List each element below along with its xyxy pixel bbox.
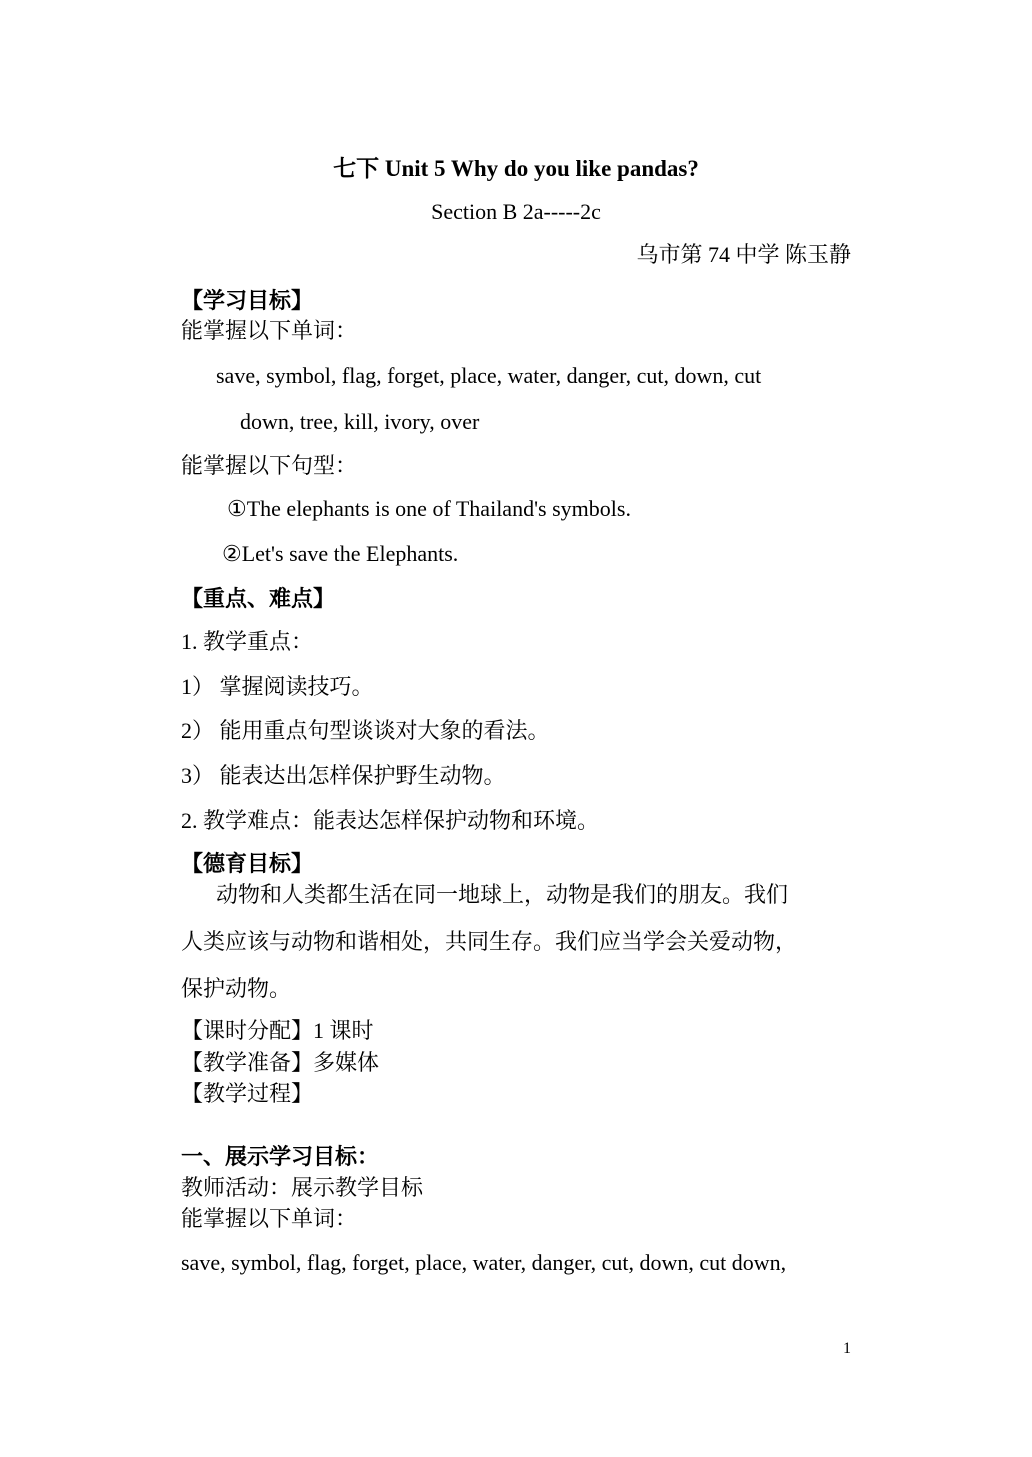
author-line: 乌市第 74 中学 陈玉静 — [636, 242, 851, 267]
sentence-intro: 能掌握以下句型： — [181, 453, 358, 478]
moral-line-2: 人类应该与动物和谐相处，共同生存。我们应当学会关爱动物， — [181, 929, 798, 954]
teaching-prep: 【教学准备】多媒体 — [181, 1050, 380, 1075]
moral-heading: 【德育目标】 — [181, 851, 314, 876]
section-1-heading: 一、展示学习目标： — [181, 1144, 380, 1169]
teaching-process: 【教学过程】 — [181, 1081, 314, 1106]
page-number: 1 — [843, 1340, 851, 1357]
time-allocation: 【课时分配】1 课时 — [181, 1018, 374, 1043]
key-point-item-1: 1. 教学重点： — [181, 629, 314, 654]
objectives-heading: 【学习目标】 — [181, 288, 314, 313]
moral-line-3: 保护动物。 — [181, 976, 292, 1001]
moral-line-1: 动物和人类都生活在同一地球上，动物是我们的朋友。我们 — [216, 882, 789, 907]
key-point-sub-2: 2） 能用重点句型谈谈对大象的看法。 — [181, 718, 550, 743]
sentence-1: ①The elephants is one of Thailand's symbols. — [227, 496, 631, 521]
key-point-sub-1: 1） 掌握阅读技巧。 — [181, 674, 374, 699]
section-1-vocab-line: save, symbol, flag, forget, place, water, danger, cut, down, cut down, — [181, 1250, 787, 1275]
key-point-item-2: 2. 教学难点：能表达怎样保护动物和环境。 — [181, 808, 600, 833]
sentence-2: ②Let's save the Elephants. — [222, 541, 459, 566]
document-subtitle: Section B 2a-----2c — [431, 199, 601, 224]
key-point-sub-3: 3） 能表达出怎样保护野生动物。 — [181, 763, 506, 788]
key-points-heading: 【重点、难点】 — [181, 586, 336, 611]
vocab-intro: 能掌握以下单词： — [181, 318, 358, 343]
vocab-line-2: down, tree, kill, ivory, over — [240, 409, 480, 434]
document-title: 七下 Unit 5 Why do you like pandas? — [333, 156, 699, 181]
vocab-line-1: save, symbol, flag, forget, place, water, danger, cut, down, cut — [216, 363, 762, 388]
teacher-activity: 教师活动：展示教学目标 — [181, 1175, 424, 1200]
section-1-vocab-intro: 能掌握以下单词： — [181, 1206, 358, 1231]
